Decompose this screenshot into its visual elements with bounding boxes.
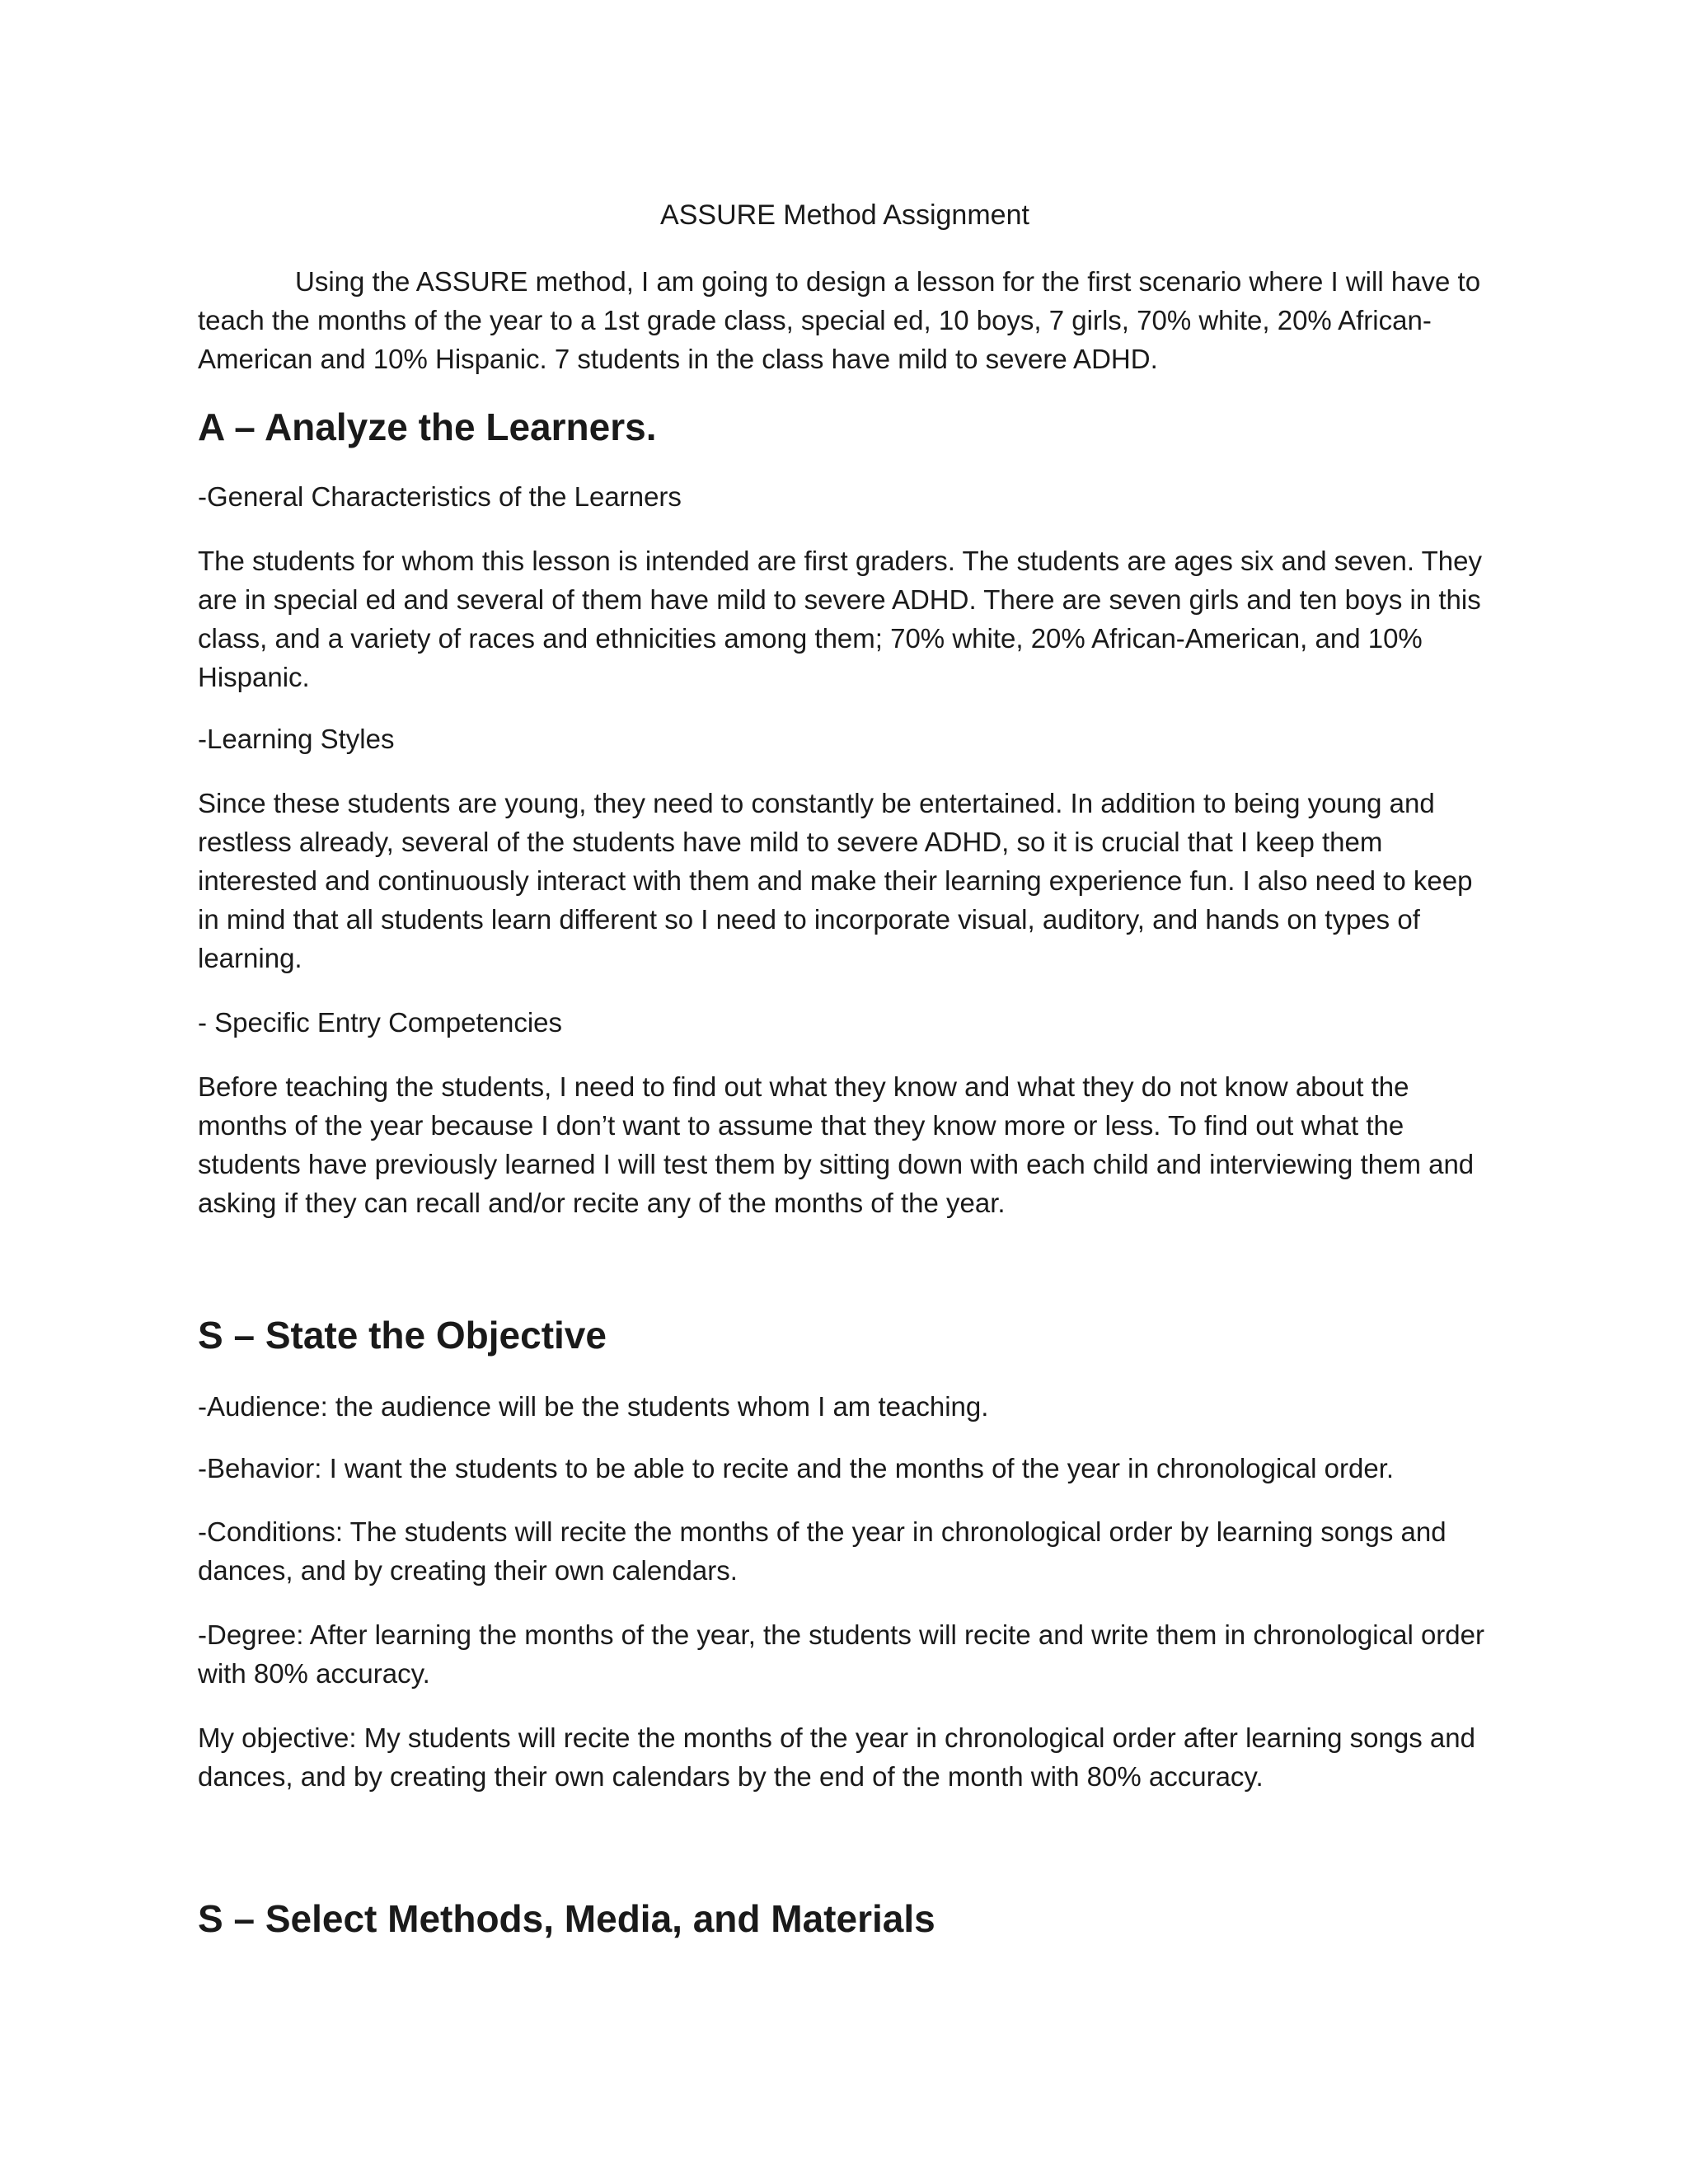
subheading-entry-competencies: - Specific Entry Competencies <box>198 1007 563 1038</box>
paragraph-general-characteristics: The students for whom this lesson is intended are first graders. The students are ages six and seven. They are in special ed and several of them have mild to severe ADHD. There are seven girls and ten boys in this class, and a variety of races and ethnicities among them; 70% white, 20% African-American, and 10% Hispanic. <box>198 546 1482 692</box>
subheading-general-characteristics: -General Characteristics of the Learners <box>198 481 682 512</box>
paragraph-learning-styles: Since these students are young, they need to constantly be entertained. In addition to being young and restless already, several of the students have mild to severe ADHD, so it is crucial that I keep them interested and continuously interact with them and make their learning experience fun. I also need to keep in mind that all students learn different so I need to incorporate visual, auditory, and hands on types of learning. <box>198 788 1473 973</box>
heading-state-objective: S – State the Objective <box>198 1314 607 1357</box>
subheading-learning-styles: -Learning Styles <box>198 724 395 754</box>
paragraph-behavior: -Behavior: I want the students to be able to recite and the months of the year in chronological order. <box>198 1453 1395 1483</box>
intro-paragraph: Using the ASSURE method, I am going to design a lesson for the first scenario where I will have to teach the months of the year to a 1st grade class, special ed, 10 boys, 7 girls, 70% white, 20% African-American and 10% Hispanic. 7 students in the class have mild to severe ADHD. <box>198 266 1481 374</box>
document-title: ASSURE Method Assignment <box>660 199 1029 231</box>
heading-analyze-learners: A – Analyze the Learners. <box>198 405 657 448</box>
paragraph-audience: -Audience: the audience will be the students whom I am teaching. <box>198 1391 989 1422</box>
heading-select-methods: S – Select Methods, Media, and Materials <box>198 1897 935 1940</box>
paragraph-degree: -Degree: After learning the months of the year, the students will recite and write them in chronological order with 80% accuracy. <box>198 1619 1484 1689</box>
paragraph-my-objective: My objective: My students will recite the months of the year in chronological order after learning songs and dances, and by creating their own calendars by the end of the month with 80% accuracy. <box>198 1722 1475 1792</box>
paragraph-conditions: -Conditions: The students will recite the months of the year in chronological order by learning songs and dances, and by creating their own calendars. <box>198 1516 1447 1586</box>
paragraph-entry-competencies: Before teaching the students, I need to find out what they know and what they do not know about the months of the year because I don’t want to assume that they know more or less. To find out what the students have previously learned I will test them by sitting down with each child and interviewing them and asking if they can recall and/or recite any of the months of the year. <box>198 1071 1475 1218</box>
